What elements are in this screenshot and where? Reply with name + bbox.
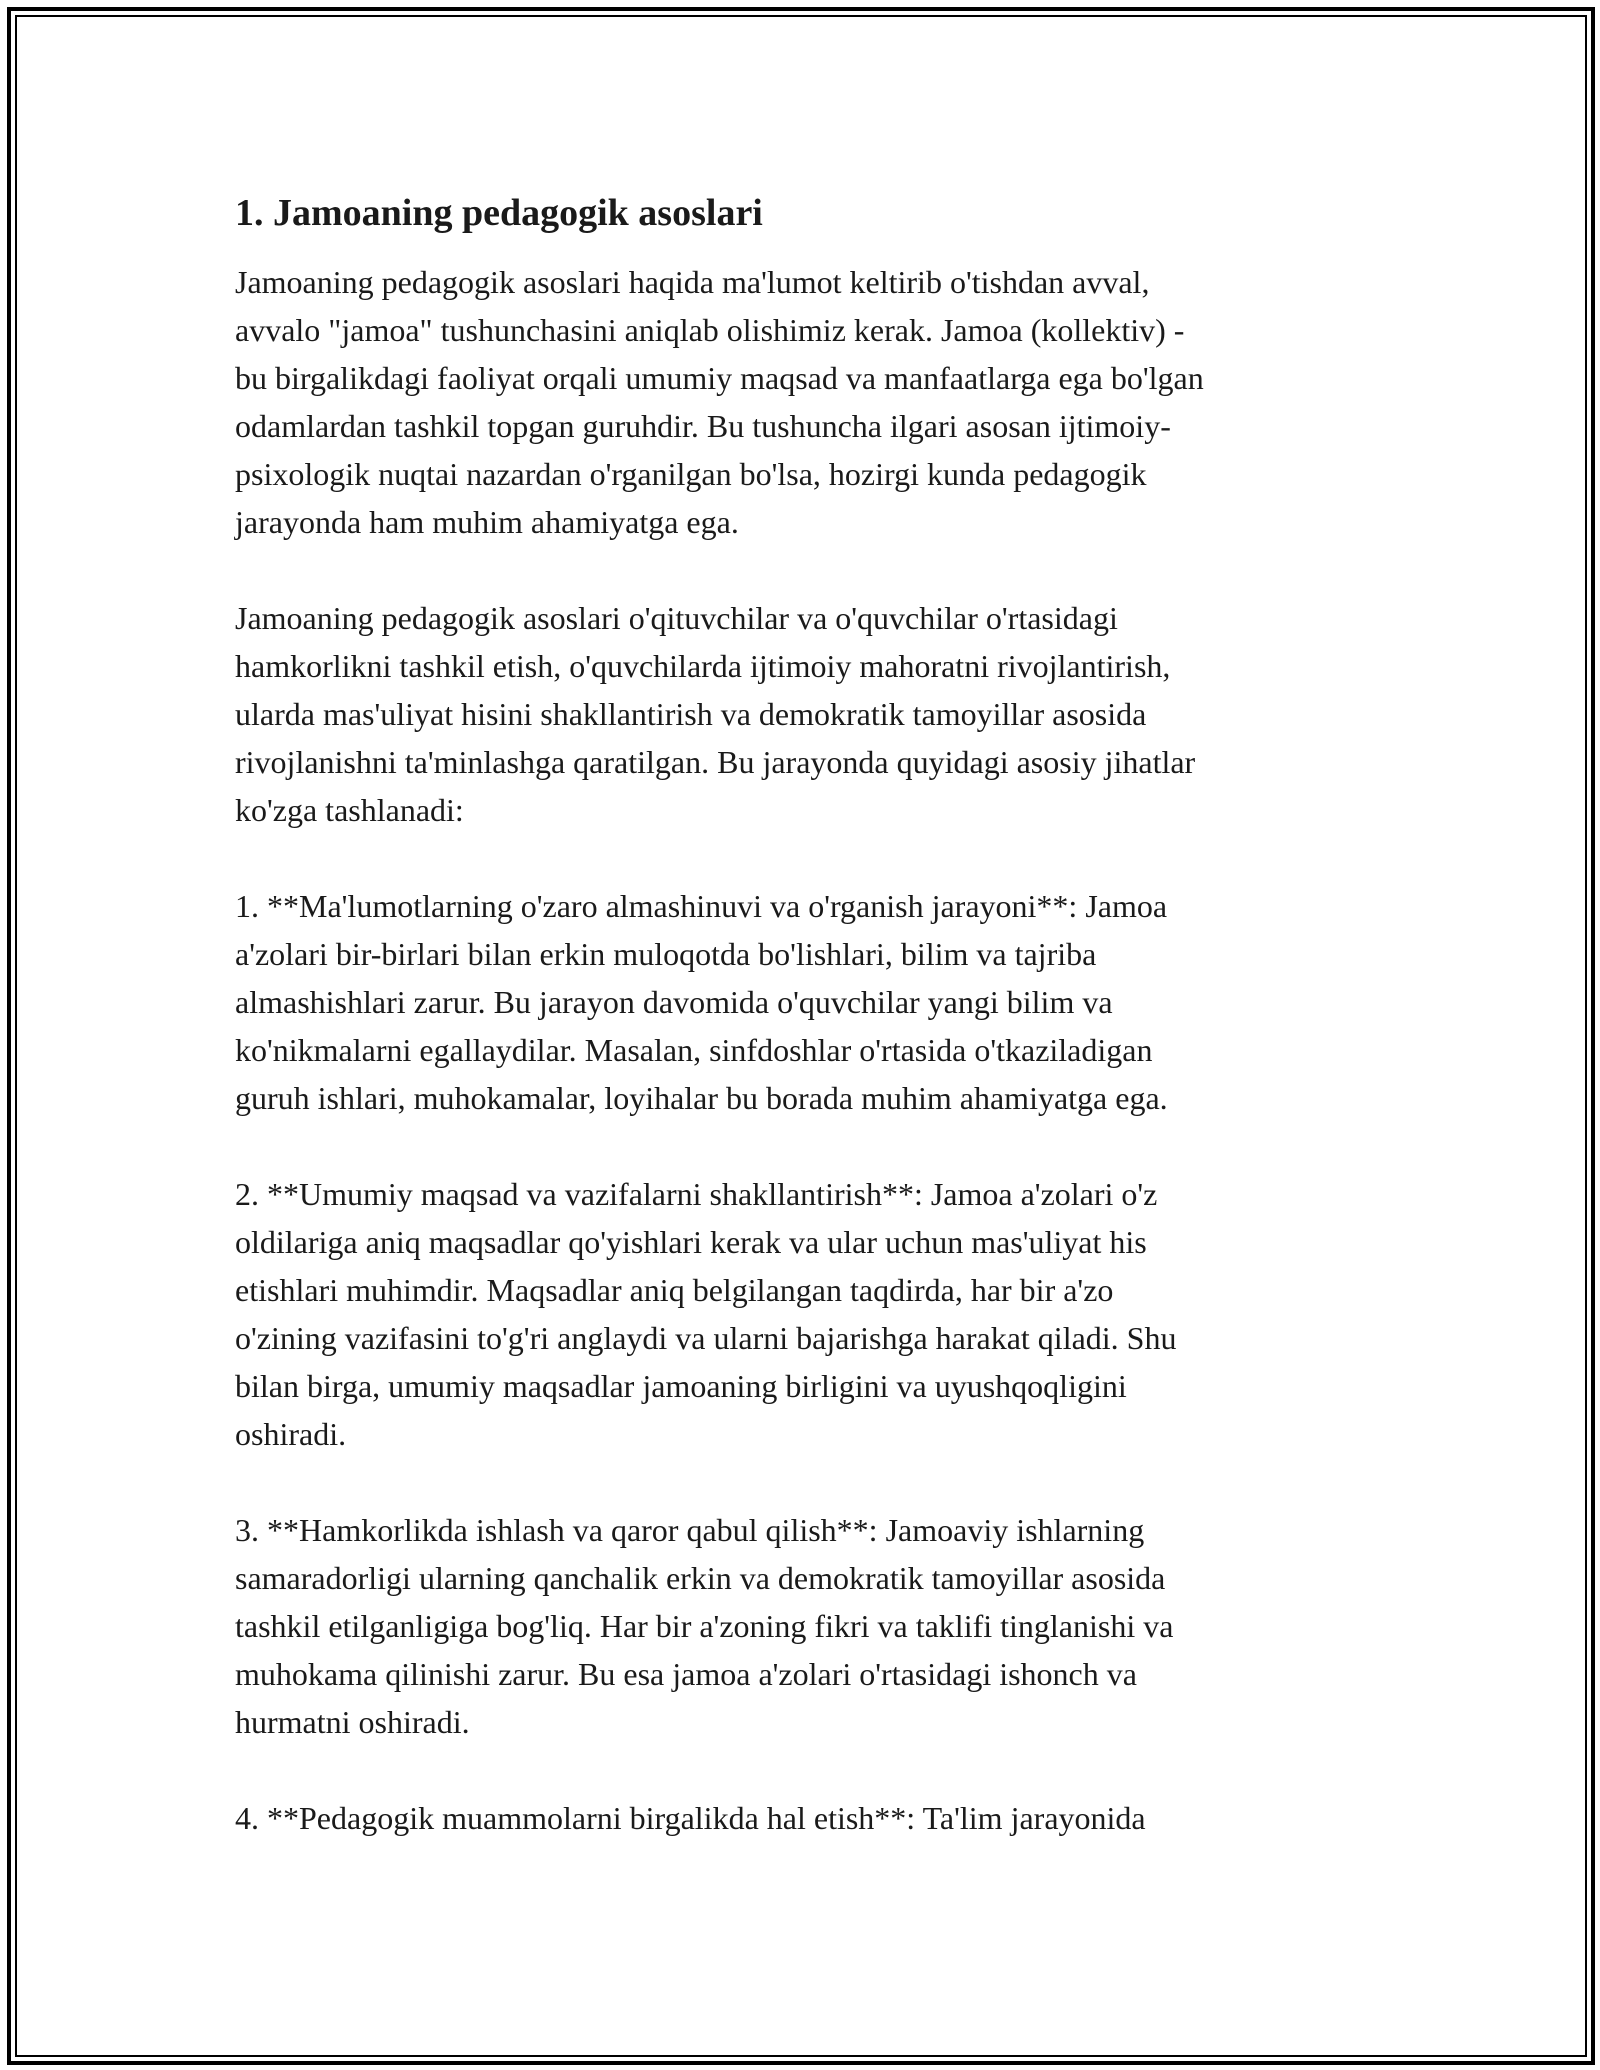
list-item-1: 1. **Ma'lumotlarning o'zaro almashinuvi va o'rganish jarayoni**: Jamoa a'zolari bir-birlari bilan erkin muloqotda bo'lishlari, bilim va tajriba almashishlari zarur. Bu jarayon davomida o'quvchilar yangi bilim va ko'nikmalarni egallaydilar. Masalan, sinfdoshlar o'rtasida o'tkaziladigan guruh ishlari, muhokamalar, loyihalar bu borada muhim ahamiyatga ega. (235, 888, 1168, 1116)
list-item-2: 2. **Umumiy maqsad va vazifalarni shakllantirish**: Jamoa a'zolari o'z oldilariga aniq maqsadlar qo'yishlari kerak va ular uchun mas'uliyat his etishlari muhimdir. Maqsadlar aniq belgilangan taqdirda, har bir a'zo o'zining vazifasini to'g'ri anglaydi va ularni bajarishga harakat qiladi. Shu bilan birga, umumiy maqsadlar jamoaning birligini va uyushqoqligini oshiradi. (235, 1176, 1177, 1452)
intro-paragraph: Jamoaning pedagogik asoslari haqida ma'lumot keltirib o'tishdan avval, avvalo "jamoa" tushunchasini aniqlab olishimiz kerak. Jamoa (kollektiv) - bu birgalikdagi faoliyat orqali umumiy maqsad va manfaatlarga ega bo'lgan odamlardan tashkil topgan guruhdir. Bu tushuncha ilgari asosan ijtimoiy- psixologik nuqtai nazardan o'rganilgan bo'lsa, hozirgi kunda pedagogik jarayonda ham muhim ahamiyatga ega. (235, 264, 1204, 540)
list-item-3: 3. **Hamkorlikda ishlash va qaror qabul qilish**: Jamoaviy ishlarning samaradorligi ularning qanchalik erkin va demokratik tamoyillar asosida tashkil etilganligiga bog'liq. Har bir a'zoning fikri va taklifi tinglanishi va muhokama qilinishi zarur. Bu esa jamoa a'zolari o'rtasidagi ishonch va hurmatni oshiradi. (235, 1512, 1174, 1740)
list-item-4: 4. **Pedagogik muammolarni birgalikda hal etish**: Ta'lim jarayonida (235, 1800, 1146, 1836)
aspects-paragraph: Jamoaning pedagogik asoslari o'qituvchilar va o'quvchilar o'rtasidagi hamkorlikni tashkil etish, o'quvchilarda ijtimoiy mahoratni rivojlantirish, ularda mas'uliyat hisini shakllantirish va demokratik tamoyillar asosida rivojlanishni ta'minlashga qaratilgan. Bu jarayonda quyidagi asosiy jihatlar ko'zga tashlanadi: (235, 600, 1196, 828)
document-title: 1. Jamoaning pedagogik asoslari (235, 192, 763, 234)
document-body (235, 186, 1365, 1890)
